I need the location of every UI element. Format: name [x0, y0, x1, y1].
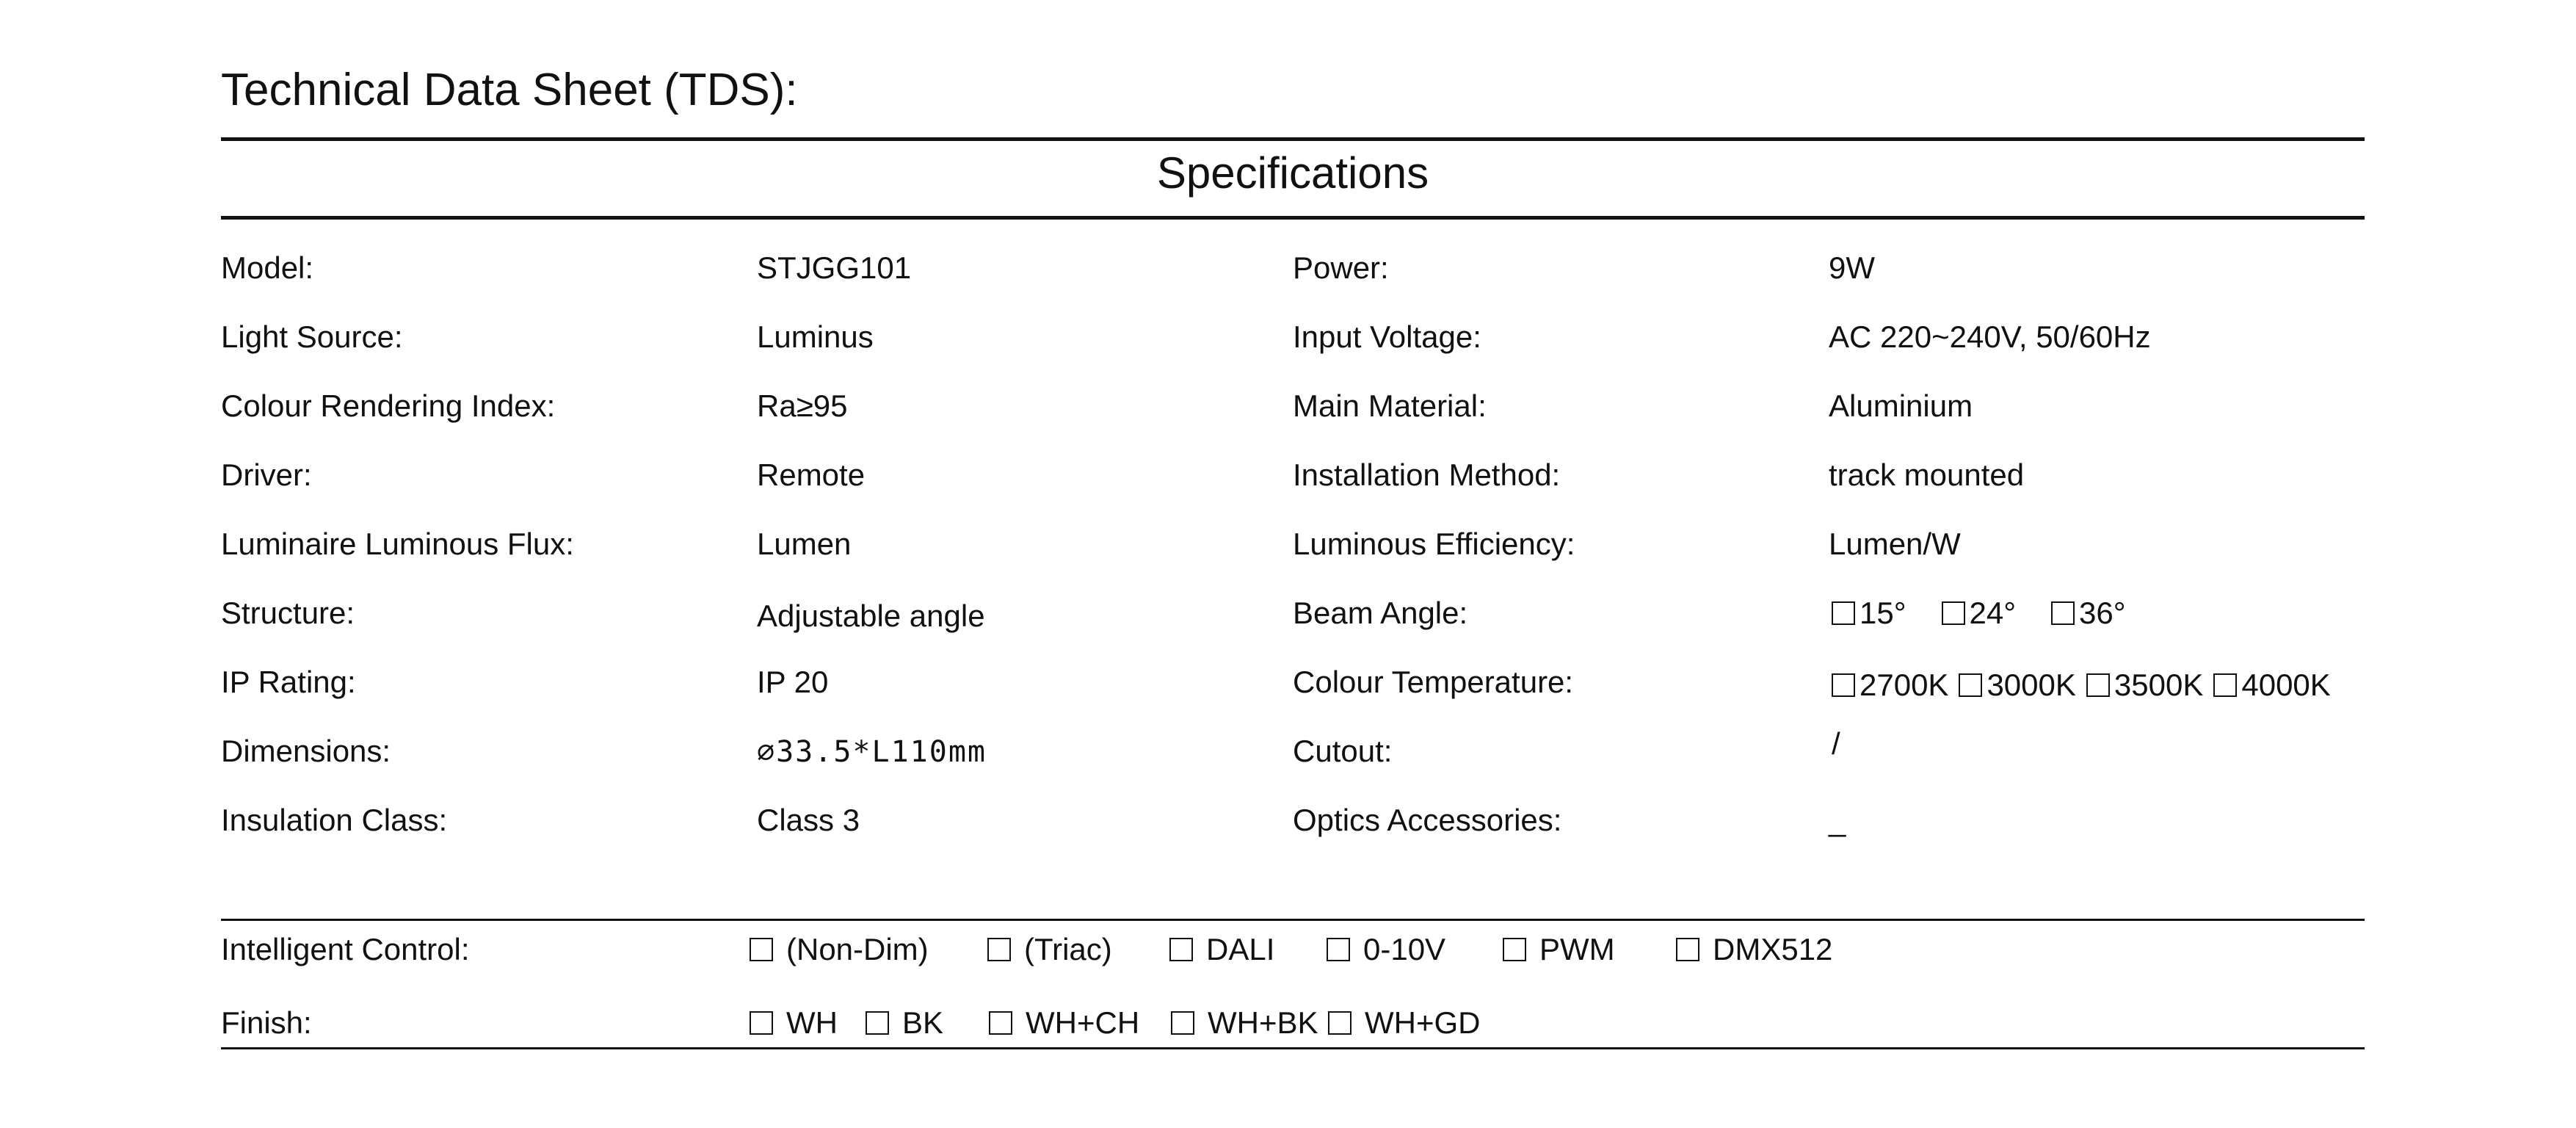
- model-label: Model:: [221, 250, 314, 285]
- checkbox-icon: [2051, 601, 2075, 625]
- control-bottom-rule: [221, 1047, 2365, 1049]
- cct-option-4000k[interactable]: 4000K: [2213, 667, 2330, 704]
- cri-value: Ra≥95: [757, 388, 848, 423]
- control-option-non-dim[interactable]: (Non-Dim): [750, 931, 987, 968]
- intelligent-control-row: [0, 931, 2576, 990]
- beam-angle-options: [1832, 595, 2161, 632]
- structure-value: Adjustable angle: [757, 599, 985, 633]
- checkbox-icon: [1169, 938, 1193, 961]
- input-voltage-label: Input Voltage:: [1293, 319, 1481, 354]
- spec-row-cri: [0, 388, 2576, 446]
- checkbox-icon: [750, 1011, 773, 1035]
- beam-option-36[interactable]: 36°: [2051, 595, 2126, 632]
- finish-option-wh-bk[interactable]: WH+BK: [1171, 1005, 1328, 1041]
- driver-label: Driver:: [221, 458, 312, 492]
- insulation-class-value: Class 3: [757, 803, 860, 837]
- cct-option-2700k[interactable]: 2700K: [1832, 667, 1948, 704]
- control-option-triac[interactable]: (Triac): [987, 931, 1169, 968]
- checkbox-icon: [989, 1011, 1012, 1035]
- checkbox-icon: [1328, 1011, 1352, 1035]
- finish-option-wh-gd[interactable]: WH+GD: [1328, 1005, 1481, 1041]
- model-value: STJGG101: [757, 250, 912, 285]
- light-source-label: Light Source:: [221, 319, 403, 354]
- checkbox-icon: [2086, 673, 2110, 697]
- control-option-dmx512[interactable]: DMX512: [1676, 931, 1832, 968]
- main-material-value: Aluminium: [1829, 388, 1973, 423]
- checkbox-icon: [866, 1011, 889, 1035]
- spec-row-model: [0, 250, 2576, 308]
- driver-value: Remote: [757, 458, 866, 492]
- control-option-pwm[interactable]: PWM: [1503, 931, 1676, 968]
- cutout-value: /: [1832, 726, 1840, 761]
- checkbox-icon: [1676, 938, 1699, 961]
- checkbox-icon: [1832, 601, 1855, 625]
- luminous-efficiency-label: Luminous Efficiency:: [1293, 527, 1575, 561]
- finish-row: [0, 1005, 2576, 1063]
- spec-row-dimensions: [0, 726, 2576, 792]
- beam-angle-label: Beam Angle:: [1293, 596, 1468, 630]
- beam-option-15[interactable]: 15°: [1832, 595, 1906, 632]
- checkbox-icon: [1832, 673, 1855, 697]
- installation-method-label: Installation Method:: [1293, 458, 1561, 492]
- insulation-class-label: Insulation Class:: [221, 803, 448, 837]
- intelligent-control-label: Intelligent Control:: [221, 932, 470, 966]
- input-voltage-value: AC 220~240V, 50/60Hz: [1829, 319, 2151, 354]
- main-material-label: Main Material:: [1293, 388, 1487, 423]
- ip-rating-value: IP 20: [757, 665, 829, 699]
- spec-row-insulation: [0, 802, 2576, 861]
- luminous-flux-value: Lumen: [757, 527, 852, 561]
- structure-label: Structure:: [221, 596, 355, 630]
- luminous-efficiency-value: Lumen/W: [1829, 527, 1961, 561]
- light-source-value: Luminus: [757, 319, 874, 354]
- checkbox-icon: [750, 938, 773, 961]
- finish-option-bk[interactable]: BK: [866, 1005, 989, 1041]
- beam-option-24[interactable]: 24°: [1942, 595, 2017, 632]
- finish-options: [750, 1005, 1481, 1041]
- optics-accessories-label: Optics Accessories:: [1293, 803, 1562, 837]
- control-top-rule: [221, 919, 2365, 921]
- ip-rating-label: IP Rating:: [221, 665, 356, 699]
- checkbox-icon: [1171, 1011, 1194, 1035]
- checkbox-icon: [1327, 938, 1350, 961]
- colour-temperature-options: [1832, 667, 2341, 704]
- checkbox-icon: [1503, 938, 1526, 961]
- finish-option-wh[interactable]: WH: [750, 1005, 866, 1041]
- control-option-dali[interactable]: DALI: [1169, 931, 1327, 968]
- dimensions-value: ∅33.5*L110mm: [757, 735, 987, 769]
- power-label: Power:: [1293, 250, 1389, 285]
- spec-row-flux: [0, 526, 2576, 585]
- finish-label: Finish:: [221, 1005, 312, 1040]
- document-title: Technical Data Sheet (TDS):: [221, 65, 798, 115]
- installation-method-value: track mounted: [1829, 458, 2025, 492]
- dimensions-label: Dimensions:: [221, 734, 391, 768]
- cct-option-3000k[interactable]: 3000K: [1959, 667, 2075, 704]
- heading-rule: [221, 216, 2365, 220]
- specifications-heading: Specifications: [1156, 148, 1429, 198]
- intelligent-control-options: [750, 931, 1832, 968]
- power-value: 9W: [1829, 250, 1875, 285]
- title-rule: [221, 137, 2365, 141]
- spec-row-driver: [0, 457, 2576, 516]
- spec-row-ip-rating: [0, 664, 2576, 723]
- checkbox-icon: [987, 938, 1011, 961]
- spec-row-light-source: [0, 319, 2576, 377]
- checkbox-icon: [2213, 673, 2237, 697]
- checkbox-icon: [1959, 673, 1982, 697]
- cct-option-3500k[interactable]: 3500K: [2086, 667, 2203, 704]
- luminous-flux-label: Luminaire Luminous Flux:: [221, 527, 574, 561]
- cutout-label: Cutout:: [1293, 734, 1393, 768]
- cri-label: Colour Rendering Index:: [221, 388, 556, 423]
- optics-accessories-value: _: [1829, 803, 1846, 837]
- checkbox-icon: [1942, 601, 1965, 625]
- colour-temperature-label: Colour Temperature:: [1293, 665, 1574, 699]
- spec-row-structure: [0, 595, 2576, 654]
- control-option-0-10v[interactable]: 0-10V: [1327, 931, 1503, 968]
- finish-option-wh-ch[interactable]: WH+CH: [989, 1005, 1171, 1041]
